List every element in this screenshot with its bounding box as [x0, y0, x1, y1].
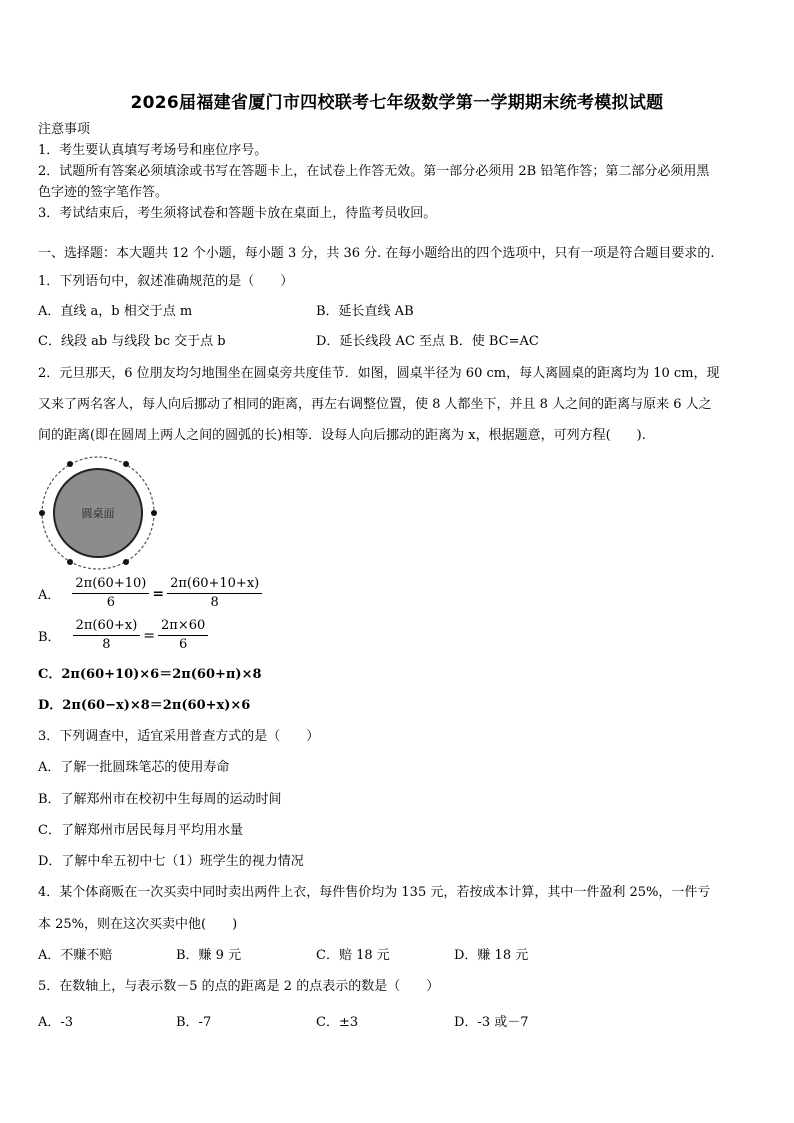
section-heading: 一、选择题：本大题共 12 个小题，每小题 3 分，共 36 分. 在每小题给出的四个选项中，只有一项是符合题目要求的. [38, 246, 715, 261]
seat-dot [151, 510, 157, 516]
q5-option-b: B．-7 [176, 1015, 212, 1030]
fraction [73, 618, 141, 653]
q3-option-a: A．了解一批圆珠笔芯的使用寿命 [38, 760, 230, 775]
notice-heading: 注意事项 [38, 122, 91, 137]
q3-option-c: C．了解郑州市居民每月平均用水量 [38, 823, 243, 838]
round-table-figure [36, 455, 160, 575]
seat-dot [123, 559, 129, 565]
denominator: 8 [102, 637, 111, 652]
fraction [167, 576, 262, 611]
q2-option-a [38, 576, 264, 611]
q1-stem: 1．下列语句中，叙述准确规范的是（ ） [38, 274, 294, 289]
q3-option-b: B．了解郑州市在校初中生每周的运动时间 [38, 792, 282, 807]
q3-stem: 3．下列调查中，适宜采用普查方式的是（ ） [38, 729, 320, 744]
numerator: 2π(60+x) [73, 618, 141, 636]
q3-option-d: D．了解中牟五初中七（1）班学生的视力情况 [38, 854, 304, 869]
q2-option-c: C．2π(60+10)×6＝2π(60+π)×8 [38, 667, 262, 682]
page-title: 2026届福建省厦门市四校联考七年级数学第一学期期末统考模拟试题 [130, 93, 664, 113]
seat-dot [39, 510, 45, 516]
equals-sign: = [152, 585, 165, 602]
notice-item-3: 3．考试结束后，考生须将试卷和答题卡放在桌面上，待监考员收回。 [38, 206, 437, 221]
numerator: 2π(60+10+x) [167, 576, 262, 594]
denominator: 6 [179, 637, 188, 652]
q1-option-b: B．延长直线 AB [316, 304, 414, 319]
q5-stem: 5．在数轴上，与表示数－5 的点的距离是 2 的点表示的数是（ ） [38, 979, 440, 994]
q2-option-b-label: B． [38, 630, 61, 645]
q4-option-b: B．赚 9 元 [176, 948, 242, 963]
q5-option-d: D．-3 或－7 [454, 1015, 529, 1030]
q1-option-c: C．线段 ab 与线段 bc 交于点 b [38, 334, 226, 349]
q2-option-d: D．2π(60−x)×8＝2π(60+x)×6 [38, 698, 251, 713]
notice-item-2-cont: 色字迹的签字笔作答。 [38, 185, 169, 200]
q4-option-c: C．赔 18 元 [316, 948, 390, 963]
denominator: 8 [210, 595, 219, 610]
denominator: 6 [106, 595, 115, 610]
q4-option-a: A．不赚不赔 [38, 948, 113, 963]
q2-option-a-label: A． [38, 588, 61, 603]
numerator: 2π(60+10) [72, 576, 149, 594]
q2-stem-line-2: 又来了两名客人，每人向后挪动了相同的距离，再左右调整位置，使 8 人都坐下，并且 8 人之间的距离与原来 6 人之 [38, 397, 712, 412]
q2-stem-line-3: 间的距离(即在圆周上两人之间的圆弧的长)相等．设每人向后挪动的距离为 x，根据题意，可列方程( ). [38, 428, 646, 443]
fraction [72, 576, 149, 611]
q5-option-c: C．±3 [316, 1015, 359, 1030]
q1-option-d: D．延长线段 AC 至点 B．使 BC=AC [316, 334, 539, 349]
seat-dot [67, 559, 73, 565]
numerator: 2π×60 [158, 618, 208, 636]
q4-option-d: D．赚 18 元 [454, 948, 529, 963]
seat-dot [123, 461, 129, 467]
q5-option-a: A．-3 [38, 1015, 74, 1030]
q2-stem-line-1: 2．元旦那天，6 位朋友均匀地围坐在圆桌旁共度佳节．如图，圆桌半径为 60 cm，每人离圆桌的距离均为 10 cm，现 [38, 366, 720, 381]
q4-stem-line-1: 4．某个体商贩在一次买卖中同时卖出两件上衣，每件售价均为 135 元，若按成本计算，其中一件盈利 25%，一件亏 [38, 885, 711, 900]
notice-item-2: 2．试题所有答案必须填涂或书写在答题卡上，在试卷上作答无效。第一部分必须用 2B 铅笔作答；第二部分必须用黑 [38, 164, 710, 179]
seat-dot [67, 461, 73, 467]
q1-option-a: A．直线 a，b 相交于点 m [38, 304, 193, 319]
q4-stem-line-2: 本 25%，则在这次买卖中他( ) [38, 917, 238, 932]
q2-option-b [38, 618, 210, 653]
equals-sign: = [143, 627, 156, 644]
table-label: 圆桌面 [81, 507, 115, 520]
fraction [158, 618, 208, 653]
notice-item-1: 1．考生要认真填写考场号和座位序号。 [38, 143, 268, 158]
